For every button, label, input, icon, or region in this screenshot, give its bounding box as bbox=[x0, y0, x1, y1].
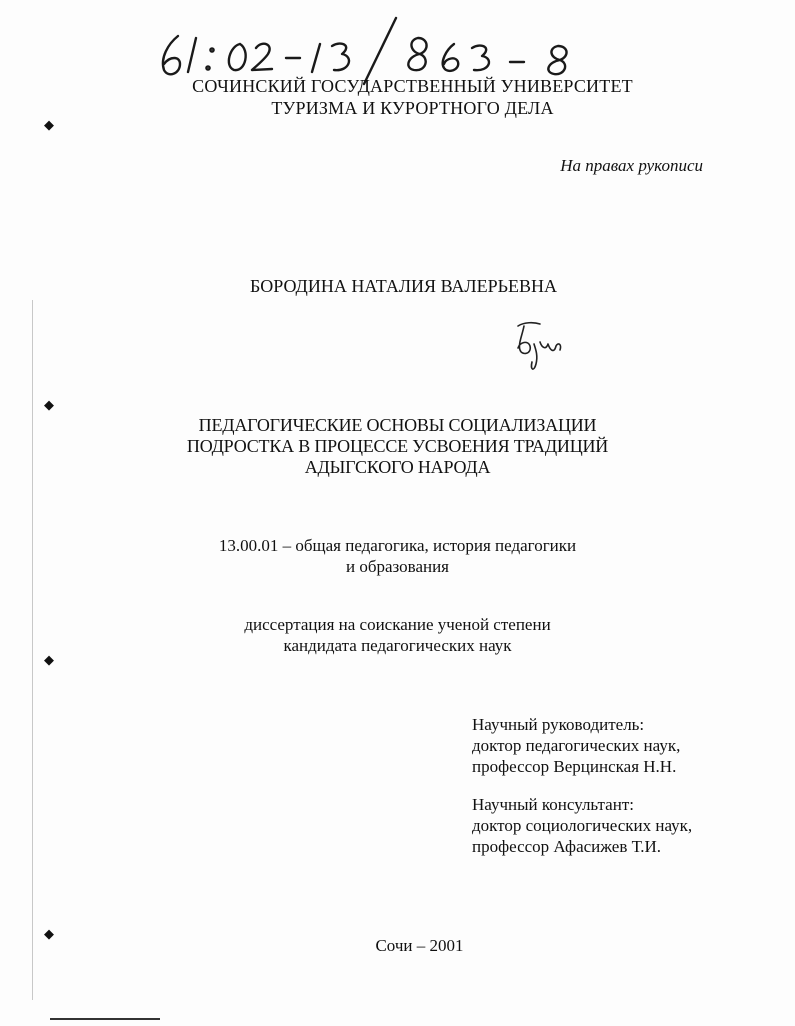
degree-line-2: кандидата педагогических наук bbox=[283, 636, 512, 655]
title-line-1: ПЕДАГОГИЧЕСКИЕ ОСНОВЫ СОЦИАЛИЗАЦИИ bbox=[198, 415, 597, 435]
binding-hole-icon: ◆ bbox=[44, 118, 54, 133]
degree-statement bbox=[0, 614, 795, 656]
university-name bbox=[15, 75, 795, 119]
supervisor-label: Научный руководитель: bbox=[472, 715, 645, 734]
dissertation-title bbox=[0, 415, 795, 478]
scan-margin-line bbox=[32, 300, 33, 1000]
author-name: БОРОДИНА НАТАЛИЯ ВАЛЕРЬЕВНА bbox=[250, 276, 557, 296]
specialty bbox=[0, 535, 795, 577]
consultant-title: доктор социологических наук, bbox=[472, 816, 693, 835]
binding-hole-icon: ◆ bbox=[44, 653, 54, 668]
city-year: Сочи – 2001 bbox=[375, 936, 464, 955]
binding-hole-icon: ◆ bbox=[44, 398, 54, 413]
supervisor-title: доктор педагогических наук, bbox=[472, 736, 681, 755]
consultant-label: Научный консультант: bbox=[472, 795, 634, 814]
rights-note: На правах рукописи bbox=[560, 156, 703, 175]
specialty-line-1: 13.00.01 – общая педагогика, история педагогики bbox=[218, 536, 577, 555]
university-line-1: СОЧИНСКИЙ ГОСУДАРСТВЕННЫЙ УНИВЕРСИТЕТ bbox=[192, 76, 633, 96]
title-line-2: ПОДРОСТКА В ПРОЦЕССЕ УСВОЕНИЯ ТРАДИЦИЙ bbox=[186, 436, 609, 456]
specialty-line-2: и образования bbox=[345, 557, 450, 576]
degree-line-1: диссертация на соискание ученой степени bbox=[244, 615, 551, 634]
binding-hole-icon: ◆ bbox=[44, 927, 54, 942]
consultant-name: профессор Афасижев Т.И. bbox=[472, 837, 662, 856]
signature-mark bbox=[510, 320, 570, 375]
title-line-3: АДЫГСКОГО НАРОДА bbox=[304, 457, 491, 477]
supervisor-block bbox=[472, 714, 680, 777]
scan-bottom-edge bbox=[50, 1018, 160, 1020]
supervisor-name: профессор Верцинская Н.Н. bbox=[472, 757, 677, 776]
consultant-block bbox=[472, 794, 692, 857]
university-line-2: ТУРИЗМА И КУРОРТНОГО ДЕЛА bbox=[271, 98, 554, 118]
